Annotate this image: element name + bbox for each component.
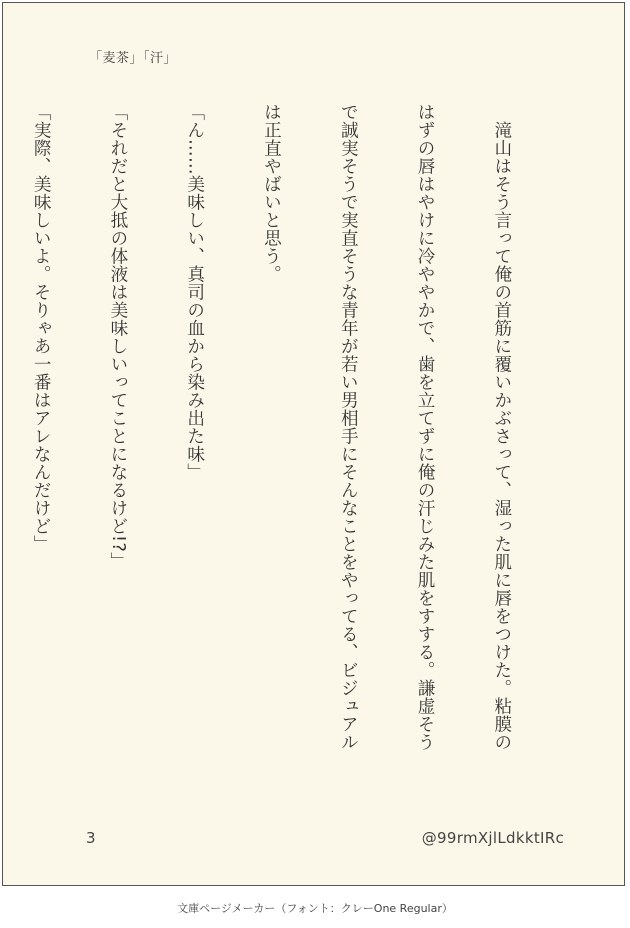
- text-column: は正直やばいと思う。: [261, 103, 282, 283]
- text-column: 滝山はそう言って俺の首筋に覆いかぶさって、湿った肌に唇をつけた。粘膜の: [491, 103, 512, 751]
- page-number: 3: [86, 829, 96, 847]
- text-column: はずの唇はやけに冷ややかで、歯を立てずに俺の汗じみた肌をすする。謙虚そう: [415, 103, 436, 751]
- author-handle: @99rmXjlLdkktIRc: [421, 829, 564, 847]
- book-page: [2, 2, 625, 886]
- generator-credit: 文庫ページメーカー（フォント：クレーOne Regular）: [177, 902, 453, 915]
- text-column: 「実際、美味しいよ。そりゃあ一番はアレなんだけど」: [31, 103, 52, 553]
- text-column: で誠実そうで実直そうな青年が若い男相手にそんなことをやってる、ビジュアル: [338, 103, 359, 751]
- running-title: 「麦茶」「汗」: [89, 51, 178, 66]
- text-column: 「それだと大抵の体液は美味しいってことになるけど!?」: [107, 103, 128, 571]
- vertical-body-text: [31, 103, 565, 785]
- text-column: 「ん……美味しい、真司の血から染み出た味」: [184, 103, 205, 481]
